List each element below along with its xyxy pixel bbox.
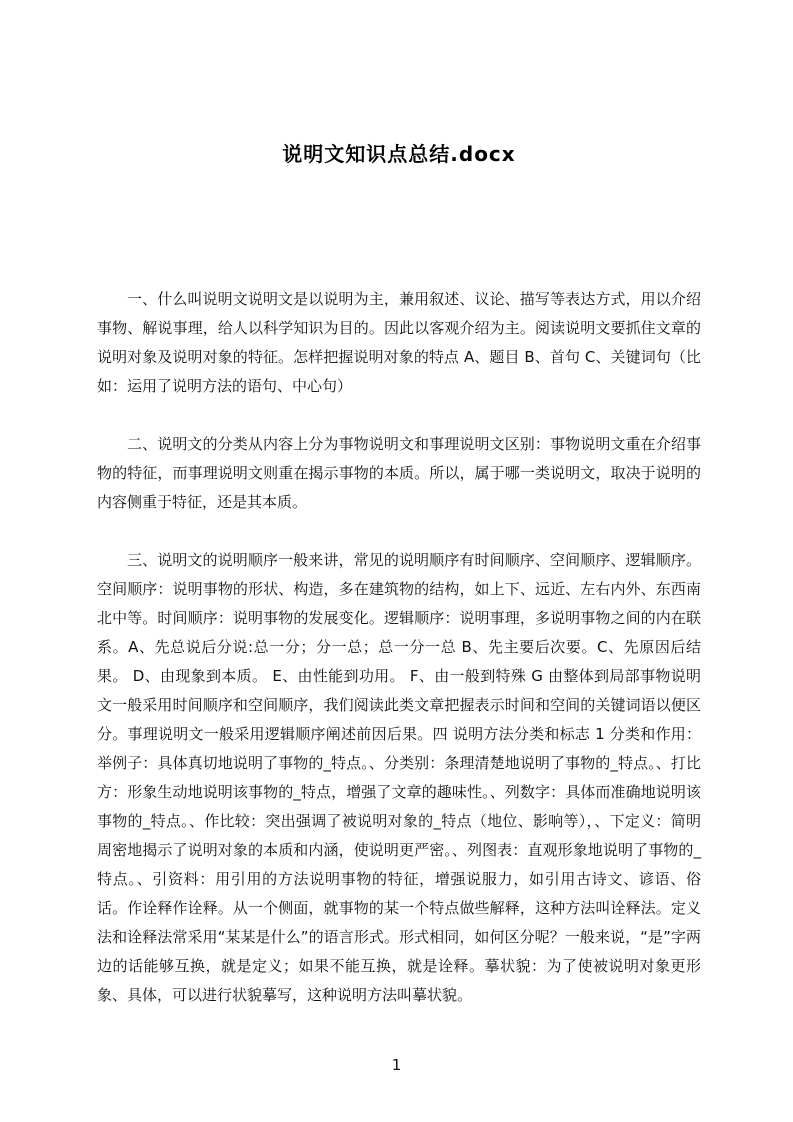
document-body xyxy=(97,285,701,1010)
paragraph: 三、说明文的说明顺序一般来讲，常见的说明顺序有时间顺序、空间顺序、逻辑顺序。空间顺序：说明事物的形状、构造，多在建筑物的结构，如上下、远近、左右内外、东西南北中等。时间顺序：说明事物的发展变化。逻辑顺序：说明事理，多说明事物之间的内在联系。A、先总说后分说:总一分；分一总；总一分一总 B、先主要后次要。C、先原因后结果。 D、由现象到本质。 E、由性能到功用。 F、由一般到特殊 G 由整体到局部事物说明文一般采用时间顺序和空间顺序，我们阅读此类文章把握表示时间和空间的关键词语以便区分。事理说明文一般采用逻辑顺序阐述前因后果。四 说明方法分类和标志 1 分类和作用：举例子：具体真切地说明了事物的_特点。、分类别：条理清楚地说明了事物的_特点。、打比方：形象生动地说明该事物的_特点，增强了文章的趣味性。、列数字：具体而准确地说明该事物的_特点。、作比较：突出强调了被说明对象的_特点（地位、影响等），、下定义：简明周密地揭示了说明对象的本质和内涵，使说明更严密。、列图表：直观形象地说明了事物的_特点。、引资料：用引用的方法说明事物的特征，增强说服力，如引用古诗文、谚语、俗话。作诠释作诠释。从一个侧面，就事物的某一个特点做些解释，这种方法叫诠释法。定义法和诠释法常采用“某某是什么”的语言形式。形式相同，如何区分呢？一般来说，“是”字两边的话能够互换，就是定义；如果不能互换，就是诠释。摹状貌：为了使被说明对象更形象、具体，可以进行状貌摹写，这种说明方法叫摹状貌。 xyxy=(97,551,701,1004)
paragraph: 二、说明文的分类从内容上分为事物说明文和事理说明文区别：事物说明文重在介绍事物的特征，而事理说明文则重在揭示事物的本质。所以，属于哪一类说明文，取决于说明的内容侧重于特征，还是其本质。 xyxy=(97,435,701,511)
paragraph: 一、什么叫说明文说明文是以说明为主，兼用叙述、议论、描写等表达方式，用以介绍事物、解说事理，给人以科学知识为目的。因此以客观介绍为主。阅读说明文要抓住文章的说明对象及说明对象的特征。怎样把握说明对象的特点 A、题目 B、首句 C、关键词句（比如：运用了说明方法的语句、中心句） xyxy=(97,290,701,395)
page-number: 1 xyxy=(391,1056,402,1074)
document-title: 说明文知识点总结.docx xyxy=(282,142,516,166)
